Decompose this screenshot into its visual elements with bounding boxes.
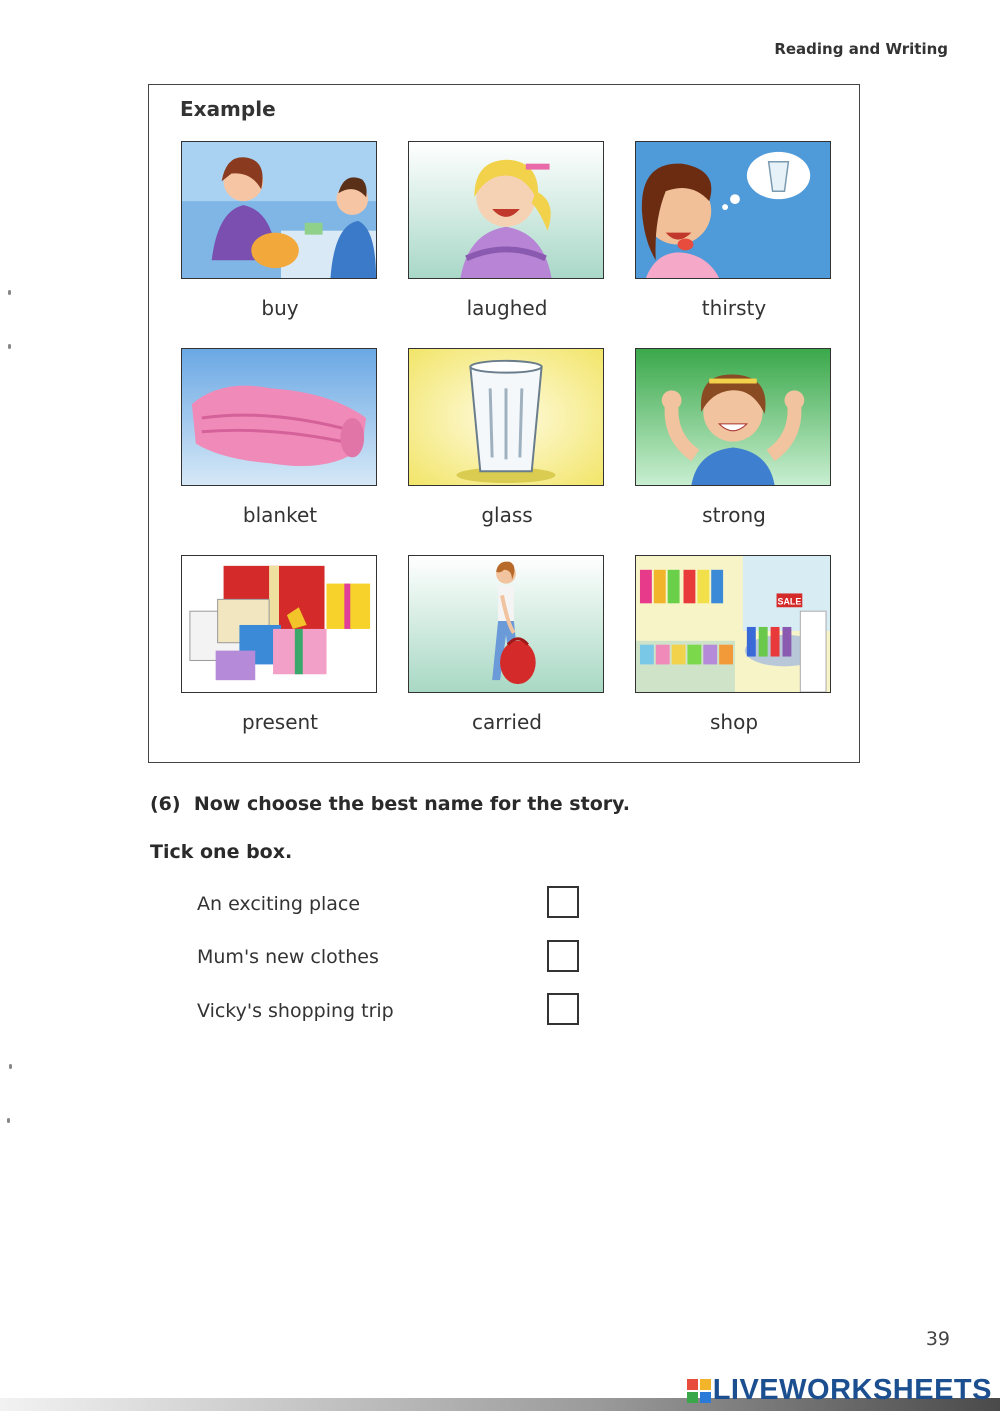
example-item-blanket	[181, 348, 379, 527]
sale-sign-text: SALE	[777, 596, 802, 607]
word-label: thirsty	[701, 296, 767, 320]
scan-speck	[9, 1064, 12, 1069]
word-label: shop	[709, 710, 759, 734]
glass-picture	[408, 348, 604, 486]
example-item-strong	[635, 348, 833, 527]
tick-box-option-3[interactable]	[547, 993, 579, 1025]
buy-picture	[181, 141, 377, 279]
word-label: laughed	[466, 296, 548, 320]
example-title: Example	[180, 97, 276, 121]
laughed-picture	[408, 141, 604, 279]
brand-name: LIVEWORKSHEETS	[712, 1374, 992, 1406]
word-label: present	[241, 710, 319, 734]
shop-picture	[635, 555, 831, 693]
scan-speck	[8, 290, 11, 295]
blanket-picture	[181, 348, 377, 486]
carried-picture	[408, 555, 604, 693]
scan-speck	[8, 344, 11, 349]
option-label: An exciting place	[197, 893, 361, 915]
liveworksheets-logo-icon	[687, 1379, 711, 1403]
example-item-glass	[408, 348, 606, 527]
tick-box-option-1[interactable]	[547, 886, 579, 918]
question-prompt: (6) Now choose the best name for the story.	[150, 793, 630, 815]
word-label: blanket	[242, 503, 318, 527]
word-label: carried	[472, 710, 542, 734]
example-item-carried	[408, 555, 606, 734]
brand-link[interactable]	[687, 1374, 992, 1407]
word-label: buy	[261, 296, 299, 320]
strong-picture	[635, 348, 831, 486]
tick-box-option-2[interactable]	[547, 940, 579, 972]
section-header: Reading and Writing	[774, 40, 948, 58]
example-panel	[148, 84, 860, 763]
word-label: strong	[702, 503, 766, 527]
page-number: 39	[925, 1328, 950, 1350]
option-label: Vicky's shopping trip	[197, 1000, 394, 1022]
scan-speck	[7, 1118, 10, 1123]
example-item-present	[181, 555, 379, 734]
word-label: glass	[481, 503, 533, 527]
present-picture	[181, 555, 377, 693]
option-label: Mum's new clothes	[197, 946, 379, 968]
example-item-thirsty	[635, 141, 833, 320]
thirsty-picture	[635, 141, 831, 279]
example-item-laughed	[408, 141, 606, 320]
example-item-shop	[635, 555, 833, 734]
question-instruction: Tick one box.	[150, 841, 293, 863]
example-item-buy	[181, 141, 379, 320]
